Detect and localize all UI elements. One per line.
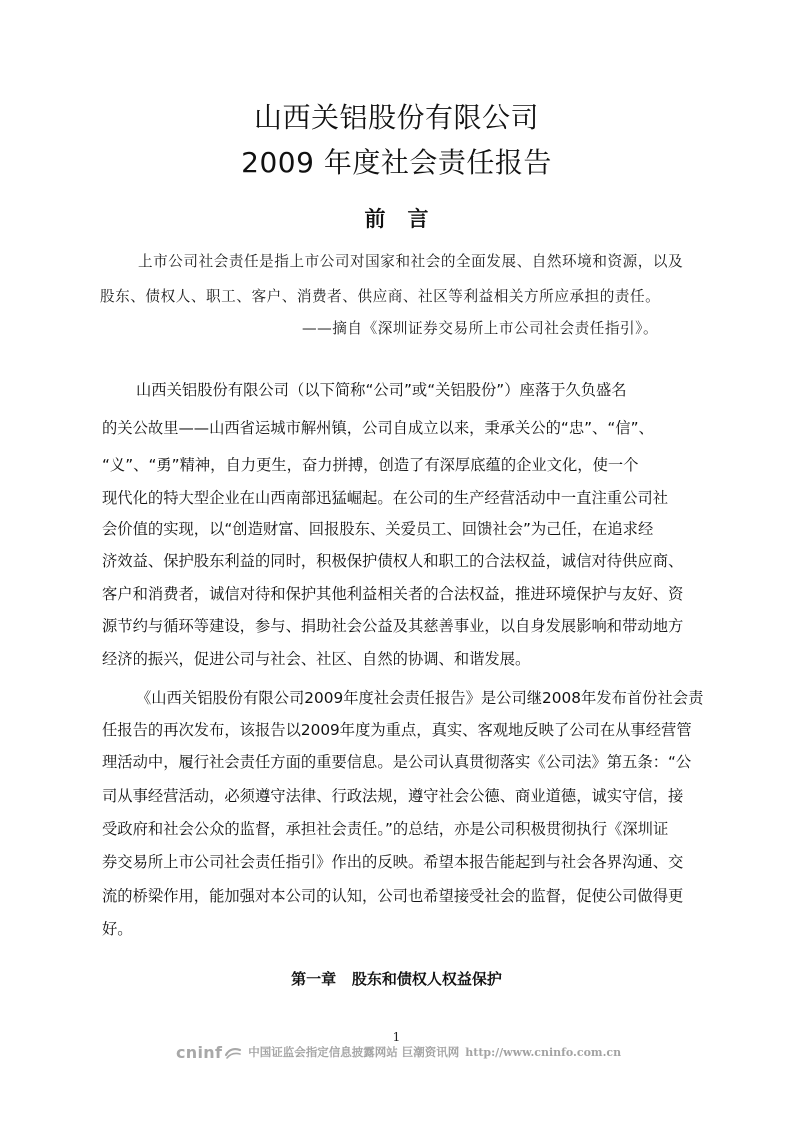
preface-quote-line: 上市公司社会责任是指上市公司对国家和社会的全面发展、自然环境和资源，以及: [138, 253, 684, 270]
paragraph2-line: 司从事经营活动，必须遵守法律、行政法规，遵守社会公德、商业道德，诚实守信，接: [102, 787, 684, 805]
preface-quote-source: ——摘自《深圳证券交易所上市公司社会责任指引》。: [302, 320, 659, 337]
footer-watermark: [176, 1041, 621, 1063]
document-title-report: 2009 年度社会责任报告: [241, 146, 552, 179]
paragraph1-line: 山西关铝股份有限公司（以下简称“公司”或“关铝股份”）座落于久负盛名: [136, 381, 627, 399]
paragraph1-line: 会价值的实现，以“创造财富、回报股东、关爱员工、回馈社会”为己任，在追求经: [102, 520, 654, 538]
paragraph2-line: 任报告的再次发布，该报告以2009年度为重点，真实、客观地反映了公司在从事经营管: [102, 721, 692, 739]
paragraph1-line: “义”、“勇”精神，自力更生，奋力拼搏，创造了有深厚底蕴的企业文化，使一个: [102, 456, 639, 474]
chapter-heading: 第一章 股东和债权人权益保护: [291, 970, 502, 988]
paragraph2-line: 券交易所上市公司社会责任指引》作出的反映。希望本报告能起到与社会各界沟通、交: [102, 853, 684, 871]
page-number: 1: [392, 1030, 401, 1044]
paragraph2-line: 流的桥梁作用，能加强对本公司的认知，公司也希望接受社会的监督，促使公司做得更: [102, 887, 684, 905]
document-title-company: 山西关铝股份有限公司: [253, 101, 539, 134]
paragraph1-line: 经济的振兴，促进公司与社会、社区、自然的协调、和谐发展。: [102, 650, 531, 668]
paragraph2-line: 好。: [102, 920, 133, 938]
preface-quote-line: 股东、债权人、职工、客户、消费者、供应商、社区等利益相关方所应承担的责任。: [100, 288, 661, 305]
paragraph1-line: 源节约与循环等建设，参与、捐助社会公益及其慈善事业，以自身发展影响和带动地方: [102, 617, 684, 635]
paragraph1-line: 济效益、保护股东利益的同时，积极保护债权人和职工的合法权益，诚信对待供应商、: [102, 552, 684, 570]
paragraph2-line: 受政府和社会公众的监督，承担社会责任。”的总结，亦是公司积极贯彻执行《深圳证: [102, 820, 669, 838]
footer-url[interactable]: http://www.cninfo.com.cn: [465, 1045, 622, 1059]
paragraph2-line: 理活动中，履行社会责任方面的重要信息。是公司认真贯彻落实《公司法》第五条：“公: [102, 753, 692, 771]
paragraph1-line: 的关公故里——山西省运城市解州镇，公司自成立以来，秉承关公的“忠”、“信”、: [102, 419, 654, 437]
footer-source-text: 中国证监会指定信息披露网站 巨潮资讯网: [248, 1045, 460, 1059]
paragraph1-line: 现代化的特大型企业在山西南部迅猛崛起。在公司的生产经营活动中一直注重公司社: [102, 489, 668, 507]
cninfo-swirl-icon: [224, 1045, 242, 1059]
preface-heading: 前言: [364, 207, 451, 231]
footer-logo-text: cninf: [176, 1042, 223, 1062]
paragraph2-line: 《山西关铝股份有限公司2009年度社会责任报告》是公司继2008年发布首份社会责: [136, 689, 704, 707]
paragraph1-line: 客户和消费者，诚信对待和保护其他利益相关者的合法权益，推进环境保护与友好、资: [102, 585, 684, 603]
